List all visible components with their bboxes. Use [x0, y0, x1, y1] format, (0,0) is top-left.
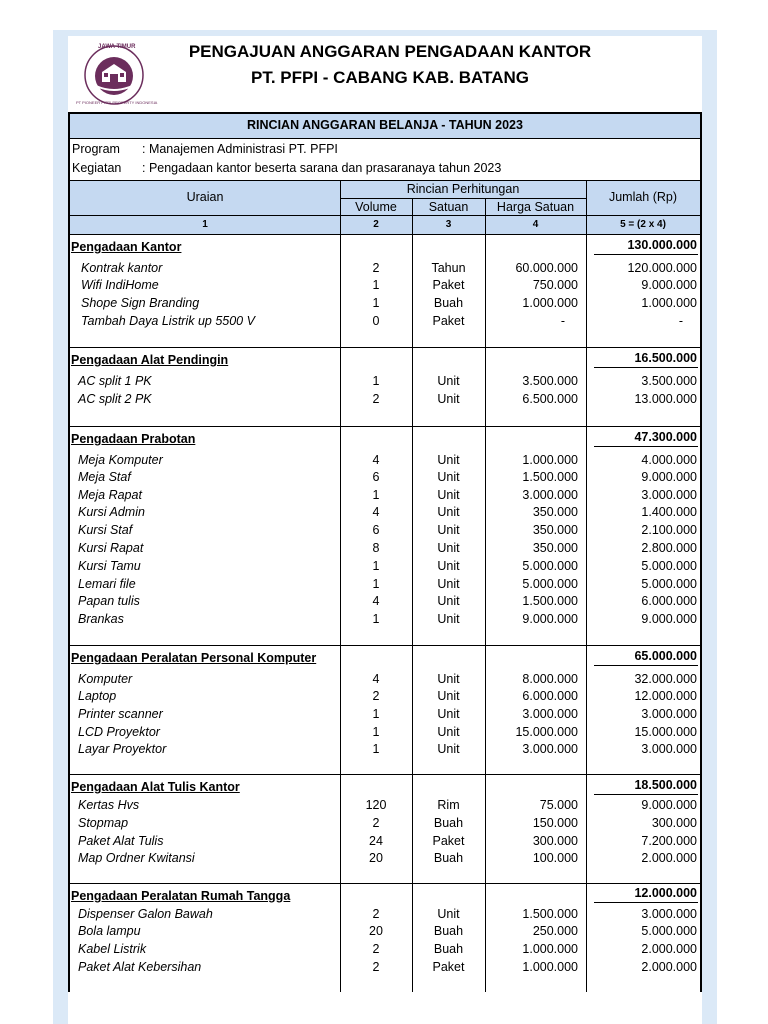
item-satuan: Buah	[433, 851, 464, 865]
item-name: Shope Sign Branding	[81, 296, 200, 310]
item-harga: 150.000	[532, 816, 578, 830]
item-jumlah: 9.000.000	[641, 798, 697, 812]
item-name: Layar Proyektor	[78, 742, 167, 756]
item-harga: 15.000.000	[515, 725, 578, 739]
item-volume: 2	[372, 907, 380, 921]
item-volume: 4	[372, 672, 380, 686]
item-harga: 3.000.000	[522, 707, 578, 721]
item-name: AC split 2 PK	[78, 392, 152, 406]
col-jumlah: Jumlah (Rp)	[608, 190, 678, 204]
item-satuan: Buah	[433, 924, 464, 938]
item-volume: 4	[372, 453, 380, 467]
item-harga: 5.000.000	[522, 559, 578, 573]
item-harga: 8.000.000	[522, 672, 578, 686]
item-jumlah: 3.500.000	[641, 374, 697, 388]
item-jumlah: 15.000.000	[634, 725, 697, 739]
divider	[68, 426, 702, 427]
item-jumlah: 5.000.000	[641, 577, 697, 591]
item-jumlah: 5.000.000	[641, 924, 697, 938]
item-name: Kursi Staf	[78, 523, 133, 537]
item-satuan: Unit	[437, 374, 460, 388]
item-volume: 0	[372, 314, 380, 328]
item-jumlah: -	[678, 314, 683, 328]
item-harga: 1.000.000	[522, 942, 578, 956]
item-jumlah: 5.000.000	[641, 559, 697, 573]
item-satuan: Unit	[437, 559, 460, 573]
item-jumlah: 9.000.000	[641, 278, 697, 292]
item-jumlah: 1.000.000	[641, 296, 697, 310]
section-total: 65.000.000	[634, 649, 697, 663]
item-jumlah: 120.000.000	[627, 261, 697, 275]
item-volume: 4	[372, 505, 380, 519]
item-volume: 1	[372, 296, 380, 310]
divider	[68, 138, 702, 139]
item-name: Lemari file	[78, 577, 136, 591]
total-underline	[594, 367, 698, 368]
item-jumlah: 32.000.000	[634, 672, 697, 686]
item-satuan: Unit	[437, 672, 460, 686]
company-logo	[74, 44, 158, 106]
item-harga: 1.500.000	[522, 907, 578, 921]
item-jumlah: 9.000.000	[641, 612, 697, 626]
col-harga: Harga Satuan	[496, 200, 575, 214]
total-underline	[594, 794, 698, 795]
item-name: Map Ordner Kwitansi	[78, 851, 195, 865]
item-name: Kertas Hvs	[78, 798, 140, 812]
table-caption: RINCIAN ANGGARAN BELANJA - TAHUN 2023	[247, 118, 523, 132]
item-satuan: Unit	[437, 594, 460, 608]
item-harga: 1.000.000	[522, 296, 578, 310]
item-satuan: Unit	[437, 742, 460, 756]
item-jumlah: 2.000.000	[641, 942, 697, 956]
section-title: Pengadaan Prabotan	[71, 432, 196, 446]
item-harga: 300.000	[532, 834, 578, 848]
item-satuan: Unit	[437, 523, 460, 537]
item-satuan: Buah	[433, 942, 464, 956]
item-volume: 120	[365, 798, 387, 812]
item-harga: 60.000.000	[515, 261, 578, 275]
col-num-5: 5 = (2 x 4)	[620, 219, 666, 230]
item-jumlah: 300.000	[651, 816, 697, 830]
item-harga: 3.500.000	[522, 374, 578, 388]
item-name: Laptop	[78, 689, 117, 703]
item-harga: 75.000	[539, 798, 578, 812]
item-harga: 6.500.000	[522, 392, 578, 406]
section-title: Pengadaan Peralatan Rumah Tangga	[71, 889, 291, 903]
item-volume: 20	[369, 851, 383, 865]
item-satuan: Unit	[437, 707, 460, 721]
col-satuan: Satuan	[428, 200, 469, 214]
divider	[340, 198, 586, 199]
section-total: 16.500.000	[634, 351, 697, 365]
col-rincian: Rincian Perhitungan	[406, 182, 520, 196]
item-harga: 750.000	[532, 278, 578, 292]
item-volume: 20	[369, 924, 383, 938]
item-harga: 5.000.000	[522, 577, 578, 591]
item-name: AC split 1 PK	[78, 374, 152, 388]
item-name: Kursi Admin	[78, 505, 145, 519]
item-satuan: Unit	[437, 541, 460, 555]
item-satuan: Unit	[437, 689, 460, 703]
item-name: Meja Rapat	[78, 488, 142, 502]
item-name: LCD Proyektor	[78, 725, 160, 739]
item-satuan: Unit	[437, 725, 460, 739]
program-label: Program	[72, 142, 120, 156]
item-volume: 8	[372, 541, 380, 555]
item-satuan: Unit	[437, 392, 460, 406]
section-title: Pengadaan Kantor	[71, 240, 182, 254]
divider	[68, 347, 702, 348]
total-underline	[594, 902, 698, 903]
col-num-4: 4	[532, 219, 539, 230]
item-name: Dispenser Galon Bawah	[78, 907, 213, 921]
item-volume: 24	[369, 834, 383, 848]
section-title: Pengadaan Alat Tulis Kantor	[71, 780, 240, 794]
item-jumlah: 9.000.000	[641, 470, 697, 484]
item-harga: 1.500.000	[522, 594, 578, 608]
item-volume: 1	[372, 559, 380, 573]
item-jumlah: 7.200.000	[641, 834, 697, 848]
item-name: Stopmap	[78, 816, 129, 830]
item-satuan: Paket	[432, 314, 465, 328]
section-title: Pengadaan Peralatan Personal Komputer	[71, 651, 317, 665]
logo-text-ring: PT PIONEER FITRI PROPERTY INDONESIA	[76, 100, 158, 105]
item-satuan: Rim	[437, 798, 460, 812]
item-volume: 2	[372, 942, 380, 956]
item-harga: 3.000.000	[522, 742, 578, 756]
item-volume: 6	[372, 470, 380, 484]
item-jumlah: 12.000.000	[634, 689, 697, 703]
item-jumlah: 2.800.000	[641, 541, 697, 555]
total-underline	[594, 254, 698, 255]
item-jumlah: 1.400.000	[641, 505, 697, 519]
item-name: Kabel Listrik	[78, 942, 147, 956]
page-subtitle: PT. PFPI - CABANG KAB. BATANG	[251, 68, 529, 87]
item-volume: 1	[372, 612, 380, 626]
col-volume: Volume	[355, 200, 397, 214]
page-title: PENGAJUAN ANGGARAN PENGADAAN KANTOR	[188, 42, 592, 61]
item-volume: 6	[372, 523, 380, 537]
item-satuan: Paket	[432, 278, 465, 292]
item-harga: 100.000	[532, 851, 578, 865]
item-satuan: Buah	[433, 296, 464, 310]
item-volume: 2	[372, 960, 380, 974]
item-harga: -	[560, 314, 565, 328]
divider	[68, 883, 702, 884]
item-name: Papan tulis	[78, 594, 140, 608]
item-satuan: Buah	[433, 816, 464, 830]
kegiatan-label: Kegiatan	[72, 161, 122, 175]
item-harga: 1.500.000	[522, 470, 578, 484]
item-jumlah: 4.000.000	[641, 453, 697, 467]
section-total: 47.300.000	[634, 430, 697, 444]
section-total: 18.500.000	[634, 778, 697, 792]
total-underline	[594, 446, 698, 447]
item-harga: 250.000	[532, 924, 578, 938]
item-volume: 1	[372, 374, 380, 388]
item-jumlah: 2.000.000	[641, 851, 697, 865]
divider	[586, 234, 700, 235]
item-jumlah: 2.000.000	[641, 960, 697, 974]
item-name: Meja Staf	[78, 470, 131, 484]
program-value: : Manajemen Administrasi PT. PFPI	[142, 142, 338, 156]
item-jumlah: 2.100.000	[641, 523, 697, 537]
divider	[68, 645, 702, 646]
item-harga: 350.000	[532, 505, 578, 519]
item-name: Printer scanner	[78, 707, 163, 721]
item-jumlah: 13.000.000	[634, 392, 697, 406]
item-satuan: Unit	[437, 453, 460, 467]
divider	[68, 774, 702, 775]
kegiatan-value: : Pengadaan kantor beserta sarana dan prasaranaya tahun 2023	[142, 161, 502, 175]
item-name: Tambah Daya Listrik up 5500 V	[81, 314, 255, 328]
item-harga: 1.000.000	[522, 453, 578, 467]
item-volume: 4	[372, 594, 380, 608]
item-harga: 3.000.000	[522, 488, 578, 502]
col-num-3: 3	[445, 219, 452, 230]
item-jumlah: 6.000.000	[641, 594, 697, 608]
item-satuan: Unit	[437, 470, 460, 484]
item-name: Kursi Tamu	[78, 559, 141, 573]
item-name: Komputer	[78, 672, 133, 686]
item-volume: 1	[372, 707, 380, 721]
item-volume: 1	[372, 577, 380, 591]
item-volume: 2	[372, 689, 380, 703]
item-satuan: Unit	[437, 907, 460, 921]
item-volume: 2	[372, 816, 380, 830]
item-name: Wifi IndiHome	[81, 278, 159, 292]
section-total: 130.000.000	[627, 238, 697, 252]
item-harga: 6.000.000	[522, 689, 578, 703]
total-underline	[594, 665, 698, 666]
item-harga: 350.000	[532, 523, 578, 537]
item-harga: 1.000.000	[522, 960, 578, 974]
item-satuan: Unit	[437, 488, 460, 502]
item-satuan: Unit	[437, 612, 460, 626]
item-name: Brankas	[78, 612, 124, 626]
item-volume: 1	[372, 278, 380, 292]
item-jumlah: 3.000.000	[641, 907, 697, 921]
item-name: Kursi Rapat	[78, 541, 144, 555]
item-harga: 9.000.000	[522, 612, 578, 626]
item-volume: 1	[372, 725, 380, 739]
item-name: Bola lampu	[78, 924, 141, 938]
col-num-2: 2	[373, 219, 379, 230]
item-satuan: Unit	[437, 505, 460, 519]
item-jumlah: 3.000.000	[641, 488, 697, 502]
item-satuan: Paket	[432, 960, 465, 974]
col-uraian: Uraian	[186, 190, 224, 204]
item-name: Paket Alat Kebersihan	[78, 960, 202, 974]
item-jumlah: 3.000.000	[641, 742, 697, 756]
item-jumlah: 3.000.000	[641, 707, 697, 721]
col-num-1: 1	[202, 219, 208, 230]
item-satuan: Unit	[437, 577, 460, 591]
item-volume: 2	[372, 392, 380, 406]
item-name: Paket Alat Tulis	[78, 834, 164, 848]
item-name: Kontrak kantor	[81, 261, 163, 275]
logo-text-top: JAWA TIMUR	[98, 44, 136, 50]
item-volume: 2	[372, 261, 380, 275]
item-volume: 1	[372, 742, 380, 756]
item-volume: 1	[372, 488, 380, 502]
divider	[68, 215, 702, 216]
item-satuan: Tahun	[431, 261, 466, 275]
item-harga: 350.000	[532, 541, 578, 555]
section-total: 12.000.000	[634, 886, 697, 900]
item-satuan: Paket	[432, 834, 465, 848]
section-title: Pengadaan Alat Pendingin	[71, 353, 229, 367]
item-name: Meja Komputer	[78, 453, 163, 467]
